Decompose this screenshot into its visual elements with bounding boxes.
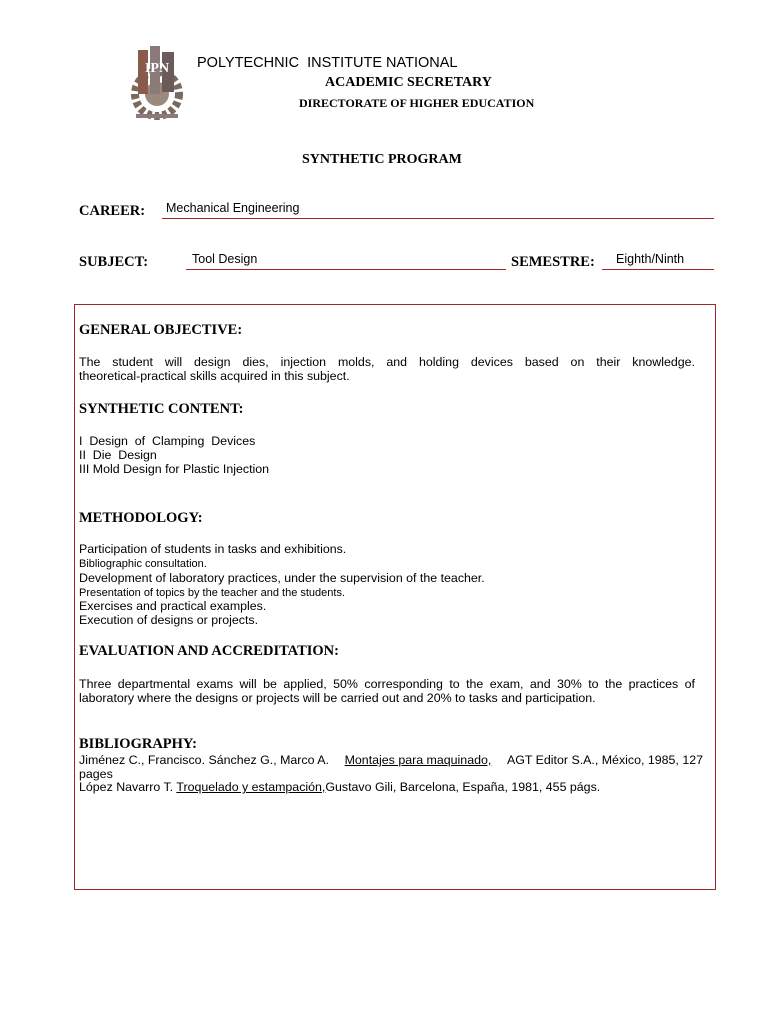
methodology-item: Participation of students in tasks and exhibitions. (79, 542, 347, 556)
ipn-logo-icon (128, 44, 186, 122)
semester-value: Eighth/Ninth (616, 252, 685, 266)
bibliography-ref-2 (79, 780, 600, 794)
content-item-3: III Mold Design for Plastic Injection (79, 462, 270, 476)
evaluation-line-2: laboratory where the designs or projects will be carried out and 20% to tasks and participation. (79, 691, 596, 705)
methodology-item: Execution of designs or projects. (79, 613, 259, 627)
career-label: CAREER: (79, 203, 146, 219)
evaluation-line-1: Three departmental exams will be applied, 50% corresponding to the exam, and 30% to the practices of (79, 677, 695, 691)
program-title: SYNTHETIC PROGRAM (302, 152, 462, 167)
semester-underline (602, 269, 714, 270)
ref2-author: López Navarro T. (79, 780, 174, 794)
content-item-2: II Die Design (79, 448, 157, 462)
methodology-item: Development of laboratory practices, under the supervision of the teacher. (79, 571, 485, 585)
ref1-publisher: AGT Editor S.A., México, 1985, 127 (506, 753, 703, 767)
content-item-1: I Design of Clamping Devices (79, 434, 256, 448)
ref1-authors: Jiménez C., Francisco. Sánchez G., Marco A. (79, 753, 329, 767)
subject-underline (186, 269, 506, 270)
bibliography-heading: BIBLIOGRAPHY: (79, 736, 197, 752)
subject-value: Tool Design (192, 252, 258, 266)
bibliography-ref-1 (79, 753, 703, 767)
career-value: Mechanical Engineering (166, 201, 300, 215)
career-underline (162, 218, 714, 219)
methodology-heading: METHODOLOGY: (79, 510, 203, 526)
logo-text: IPN (144, 61, 170, 76)
evaluation-heading: EVALUATION AND ACCREDITATION: (79, 643, 339, 659)
semester-label: SEMESTRE: (511, 254, 595, 270)
secretary-title: ACADEMIC SECRETARY (325, 75, 492, 90)
general-objective-line-1: The student will design dies, injection molds, and holding devices based on their knowledge. (79, 355, 695, 369)
methodology-item: Bibliographic consultation. (79, 558, 207, 570)
ref2-title: Troquelado y estampación, (176, 780, 326, 794)
ref2-publisher: Gustavo Gili, Barcelona, España, 1981, 455 págs. (325, 780, 601, 794)
general-objective-heading: GENERAL OBJECTIVE: (79, 322, 243, 338)
ref1-continuation: pages (79, 767, 113, 781)
synthetic-content-heading: SYNTHETIC CONTENT: (79, 401, 244, 417)
general-objective-line-2: theoretical-practical skills acquired in this subject. (79, 369, 350, 383)
institute-name: POLYTECHNIC INSTITUTE NATIONAL (197, 55, 458, 71)
ref1-title: Montajes para maquinado, (344, 753, 492, 767)
program-content-box (74, 304, 716, 890)
methodology-item: Presentation of topics by the teacher and the students. (79, 587, 346, 599)
directorate-title: DIRECTORATE OF HIGHER EDUCATION (299, 96, 535, 110)
subject-label: SUBJECT: (79, 254, 149, 270)
methodology-item: Exercises and practical examples. (79, 599, 267, 613)
